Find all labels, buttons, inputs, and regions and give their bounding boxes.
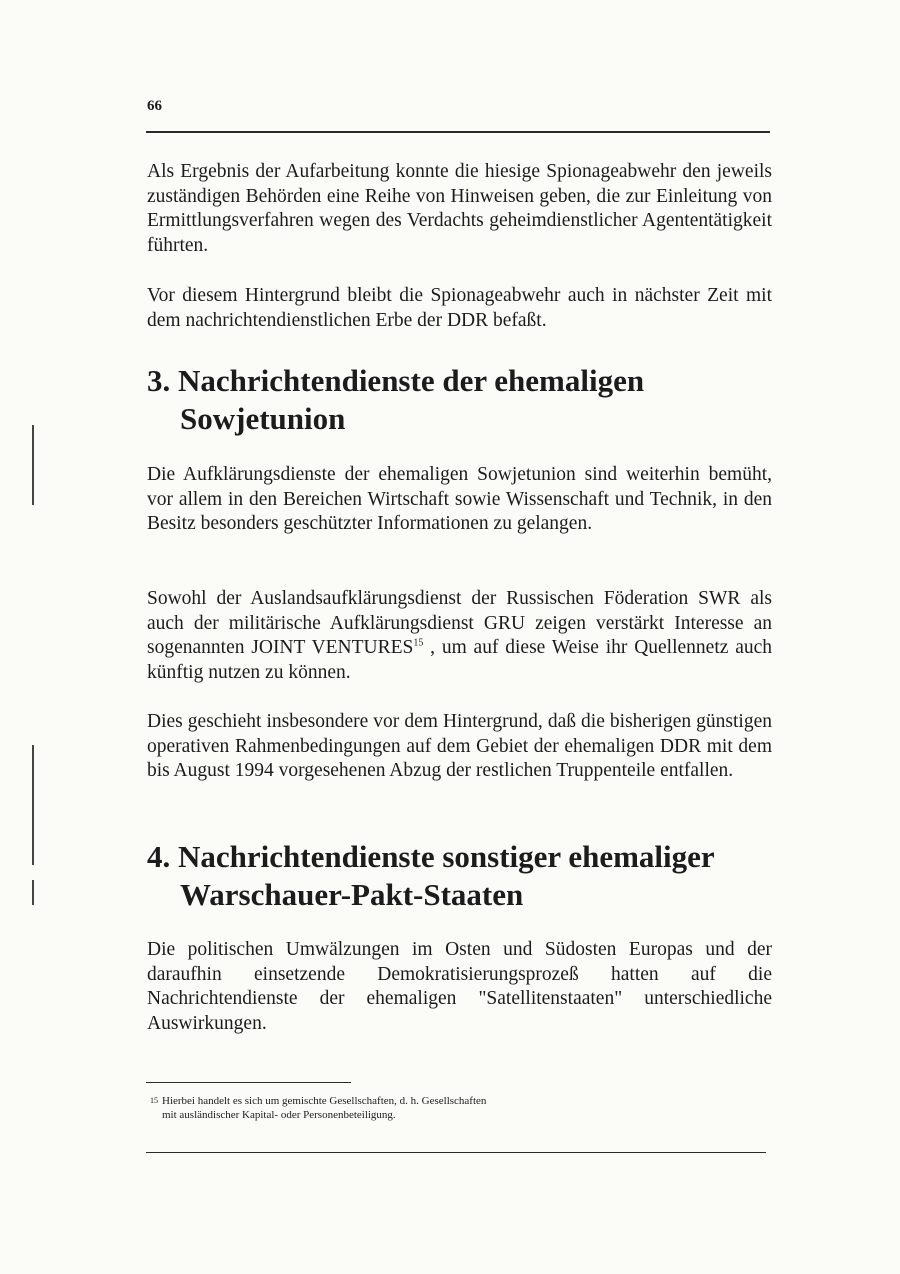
paragraph-aufarbeitung: Als Ergebnis der Aufarbeitung konnte die hiesige Spionageabwehr den jeweils zuständigen Behörden eine Reihe von Hinweisen geben, die zur Einleitung von Ermittlungsverfahren wegen des Verdachts geheimdienstlicher Agententätigkeit führten. bbox=[147, 161, 772, 256]
paragraph-hintergrund: Vor diesem Hintergrund bleibt die Spionageabwehr auch in nächster Zeit mit dem nachrichtendienstlichen Erbe der DDR befaßt. bbox=[147, 285, 772, 331]
page-number: 66 bbox=[147, 98, 162, 114]
footnote-mark: 15 bbox=[150, 1096, 158, 1105]
scan-artifact-mark bbox=[32, 880, 34, 905]
paragraph-joint-ventures-continued: , um auf diese Weise ihr Quellennetz auch künftig nutzen zu können. bbox=[147, 637, 773, 683]
footnote-reference: 15 bbox=[413, 637, 424, 649]
footnote-line1-text: Hierbei handelt es sich um gemischte Gesellschaften, d. h. Gesellschaften bbox=[162, 1095, 487, 1107]
section-heading-3 bbox=[147, 362, 787, 438]
scan-artifact-mark bbox=[32, 425, 34, 505]
footnote-rule bbox=[146, 1082, 351, 1083]
footnote-line1 bbox=[150, 1094, 610, 1108]
header-rule bbox=[146, 131, 770, 133]
paragraph-umwaelzungen: Die politischen Umwälzungen im Osten und Südosten Europas und der daraufhin einsetzende Demokratisierungsprozeß hatten auf die Nachrichtendienste der ehemaligen "Satellitenstaaten" unterschiedliche Auswirkungen. bbox=[147, 939, 772, 1034]
footnote-line2: mit ausländischer Kapital- oder Personenbeteiligung. bbox=[162, 1109, 396, 1121]
footnote bbox=[150, 1094, 610, 1122]
paragraph-joint-ventures bbox=[147, 587, 772, 685]
section-heading-4-line2: Warschauer-Pakt-Staaten bbox=[180, 877, 524, 912]
section-heading-4 bbox=[147, 838, 787, 914]
paragraph-truppenabzug: Dies geschieht insbesondere vor dem Hintergrund, daß die bisherigen günstigen operativen Rahmenbedingungen auf dem Gebiet der ehemaligen DDR mit dem bis August 1994 vorgesehenen Abzug der restlichen Truppenteile entfallen. bbox=[147, 711, 772, 781]
paragraph-aufklaerungsdienste: Die Aufklärungsdienste der ehemaligen Sowjetunion sind weiterhin bemüht, vor allem in den Bereichen Wirtschaft sowie Wissenschaft und Technik, in den Besitz besonders geschützter Informationen zu gelangen. bbox=[147, 464, 772, 534]
paragraph-joint-ventures-text: Sowohl der Auslandsaufklärungsdienst der Russischen Föderation SWR als auch der militärische Aufklärungsdienst GRU zeigen verstärkt Interesse an sogenannten JOINT VENTURES bbox=[147, 588, 772, 658]
footer-rule bbox=[146, 1152, 766, 1153]
section-heading-3-line1: 3. Nachrichtendienste der ehemaligen bbox=[147, 363, 645, 398]
section-heading-4-line1: 4. Nachrichtendienste sonstiger ehemaliger bbox=[147, 839, 715, 874]
section-heading-3-line2: Sowjetunion bbox=[180, 401, 346, 436]
scan-artifact-mark bbox=[32, 745, 34, 865]
